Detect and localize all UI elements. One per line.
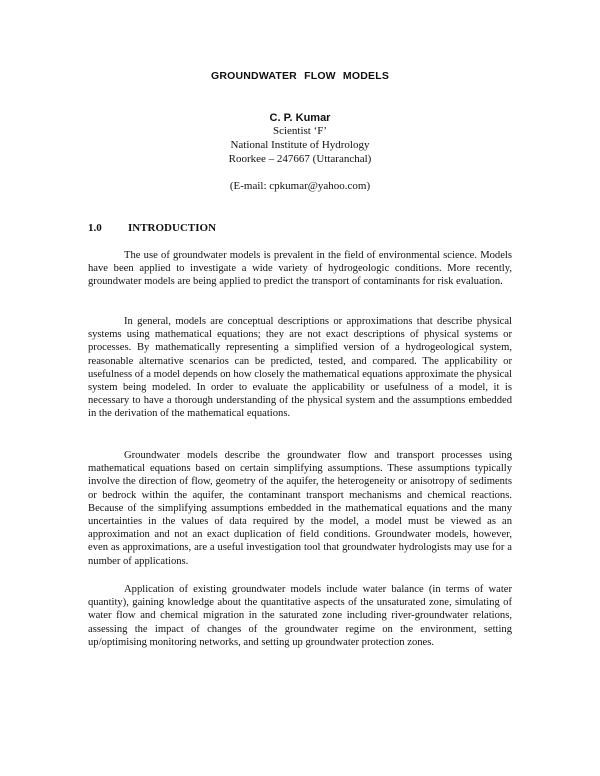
paragraph-1: The use of groundwater models is prevalent in the field of environmental science. Models have been applied to investigate a wide variety of hydrogeologic conditions. More recently, groundwater models are being applied to predict the transport of contaminants for risk evaluation. [88, 250, 512, 288]
document-title: GROUNDWATER FLOW MODELS [210, 70, 390, 82]
paragraph-4: Application of existing groundwater models include water balance (in terms of water quantity), gaining knowledge about the quantitative aspects of the unsaturated zone, simulating of water flow and chemical migration in the saturated zone including river-groundwater relations, assessing the impact of changes of the groundwater regime on the environment, setting up/optimising monitoring networks, and setting up groundwater protection zones. [88, 584, 512, 648]
section-number: 1.0 [88, 222, 102, 234]
author-name: C. P. Kumar [269, 112, 331, 124]
author-email: (E-mail: cpkumar@yahoo.com) [229, 180, 371, 192]
author-position: Scientist ‘F’ [272, 125, 328, 137]
section-title: INTRODUCTION [128, 222, 217, 234]
paragraph-3: Groundwater models describe the groundwater flow and transport processes using mathematical equations based on certain simplifying assumptions. These assumptions typically involve the direction of flow, geometry of the aquifer, the heterogeneity or anisotropy of sediments or bedrock within the aquifer, the contaminant transport mechanisms and chemical reactions. Because of the simplifying assumptions embedded in the mathematical equations and the many uncertainties in the values of data required by the model, a model must be viewed as an approximation and not an exact duplication of field conditions. Groundwater models, however, even as approximations, are a useful investigation tool that groundwater hydrologists may use for a number of applications. [88, 450, 512, 567]
author-address: Roorkee – 247667 (Uttaranchal) [228, 153, 372, 165]
author-institute: National Institute of Hydrology [230, 139, 370, 151]
paragraph-2: In general, models are conceptual descriptions or approximations that describe physical systems using mathematical equations; they are not exact descriptions of physical systems or processes. By mathematically representing a simplified version of a hydrogeological system, reasonable alternative scenarios can be predicted, tested, and compared. The applicability or usefulness of a model depends on how closely the mathematical equations approximate the physical system being modeled. In order to evaluate the applicability or usefulness of a model, it is necessary to have a thorough understanding of the physical system and the assumptions embedded in the derivation of the mathematical equations. [88, 316, 512, 420]
